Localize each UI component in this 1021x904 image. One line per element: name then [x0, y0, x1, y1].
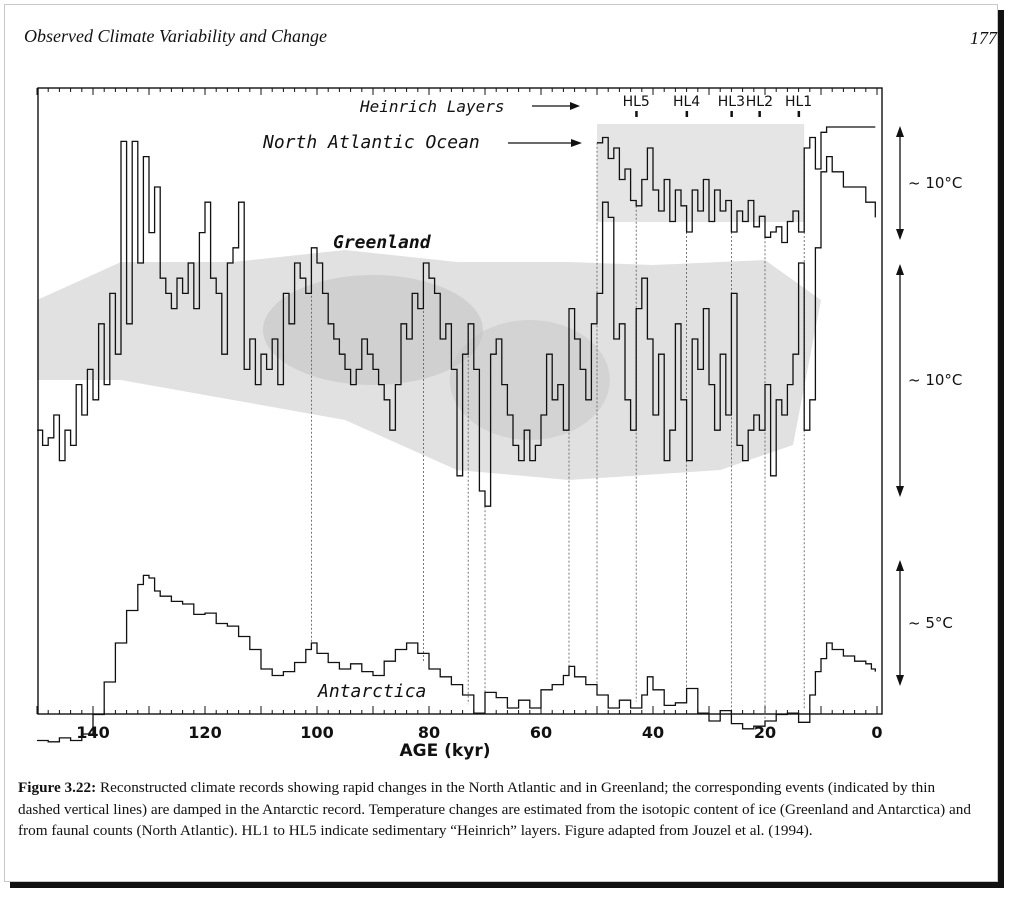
x-axis	[37, 706, 883, 742]
x-tick-label: 20	[753, 723, 777, 742]
x-tick-label: 80	[417, 723, 441, 742]
scale-bar-arrowhead-up	[896, 264, 904, 275]
scale-bar-label: ~ 10°C	[908, 174, 963, 192]
scale-bar-label: ~ 10°C	[908, 371, 963, 389]
scale-bar-label: ~ 5°C	[908, 614, 953, 632]
heinrich-layer-label: HL2	[745, 94, 774, 110]
caption-label: Figure 3.22:	[18, 779, 97, 796]
antarctica-label: Antarctica	[318, 681, 427, 702]
scale-bar-arrowhead-up	[896, 126, 904, 137]
heinrich-layer-tick	[686, 111, 689, 117]
heinrich-arrowhead	[570, 102, 580, 110]
heinrich-layer-tick	[635, 111, 638, 117]
north-atlantic-shading	[597, 124, 804, 222]
x-tick-label: 100	[300, 723, 334, 742]
page-number: 177	[970, 28, 997, 48]
x-tick-label: 60	[529, 723, 553, 742]
scale-bar-arrowhead-down	[896, 229, 904, 240]
scale-bar-arrowhead-up	[896, 560, 904, 571]
heinrich-layer-tick	[730, 111, 733, 117]
caption-text: Reconstructed climate records showing rapid changes in the North Atlantic and in Greenland; the corresponding events (indicated by thin dashed vertical lines) are damped in the Antarctic record. Temperature changes are estimated from the isotopic content of ice (Greenland and Antarctica) and from faunal counts (North Atlantic). HL1 to HL5 indicate sedimentary “Heinrich” layers. Figure adapted from Jouzel et al. (1994).	[18, 779, 971, 839]
heinrich-layers-label: Heinrich Layers	[360, 97, 505, 116]
heinrich-layer-label: HL5	[622, 94, 650, 110]
heinrich-markers	[623, 94, 813, 117]
x-tick-label: 120	[188, 723, 222, 742]
running-head: Observed Climate Variability and Change	[24, 26, 327, 46]
north-atlantic-arrowhead	[571, 139, 582, 147]
heinrich-layer-label: HL4	[672, 94, 701, 110]
scale-bars	[896, 126, 962, 686]
antarctica-series-line	[37, 575, 875, 741]
scale-bar-arrowhead-down	[896, 675, 904, 686]
x-axis-label: AGE (kyr)	[399, 741, 491, 761]
heinrich-layer-label: HL3	[717, 94, 746, 110]
figure-caption	[18, 777, 978, 842]
heinrich-layer-tick	[758, 111, 761, 117]
greenland-label: Greenland	[333, 232, 431, 253]
north-atlantic-label: North Atlantic Ocean	[263, 132, 480, 153]
heinrich-layer-label: HL1	[784, 94, 813, 110]
heinrich-layer-tick	[798, 111, 801, 117]
x-tick-label: 0	[871, 723, 883, 742]
scale-bar-arrowhead-down	[896, 486, 904, 497]
shaded-background	[37, 124, 821, 480]
x-tick-label: 140	[76, 723, 110, 742]
x-tick-label: 40	[641, 723, 665, 742]
